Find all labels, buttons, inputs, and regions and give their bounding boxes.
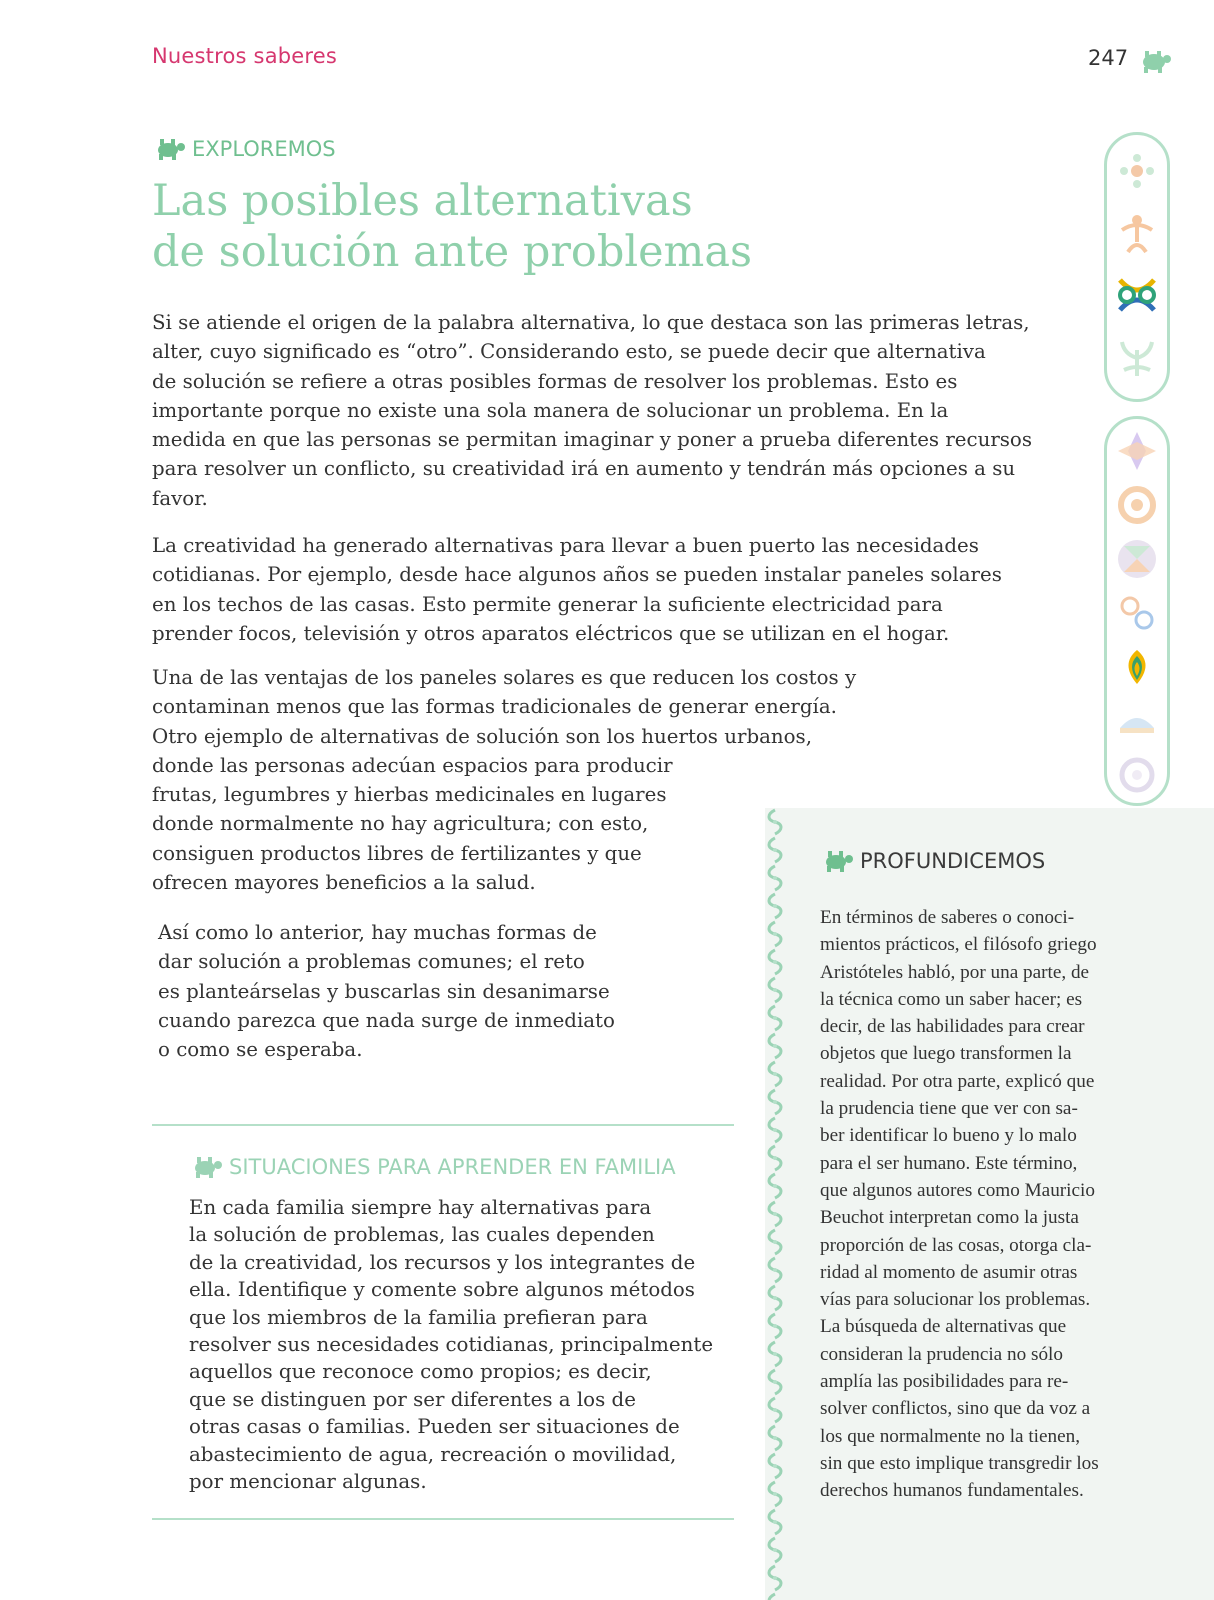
paragraph-2: La creatividad ha generado alternativas para llevar a buen puerto las necesidades cotidianas. Por ejemplo, desde hace algunos años se pueden instalar paneles solares en los techos de las casas. Esto permite generar la suficiente electricidad para prender focos, televisión y otros aparatos eléctricos que se utilizan en el hogar.: [152, 534, 1002, 645]
family-label-text: SITUACIONES PARA APRENDER EN FAMILIA: [229, 1155, 676, 1179]
dancer-icon[interactable]: [1114, 210, 1160, 256]
spiral-icon[interactable]: [1114, 482, 1160, 528]
deepen-text: En términos de saberes o conoci- mientos prácticos, el filósofo griego Aristóteles habló, por una parte, de la técnica como un saber hacer; es decir, de las habilidades para crear objetos que luego transformen la realidad. Por otra parte, explicó que la prudencia tiene que ver con sa- ber identificar lo bueno y lo malo para el ser humano. Este término, que algunos autores como Mauricio Beuchot interpretan como la justa proporción de las cosas, otorga cla- ridad al momento de asumir otras vías para solucionar los problemas. La búsqueda de alternativas que consideran la prudencia no sólo amplía las posibilidades para re- solver conflictos, sino que da voz a los que normalmente no la tienen, sin que esto implique transgredir los derechos humanos fundamentales.: [820, 907, 1099, 1502]
circle-icon[interactable]: [1114, 752, 1160, 798]
deepen-label: [820, 848, 1045, 873]
paragraph-1: Si se atiende el origen de la palabra alternativa, lo que destaca son las primeras letras, alter, cuyo significado es “otro”. Considerando esto, se puede decir que alternativa de solución se refiere a otras posibles formas de resolver los problemas. Esto es importante porque no existe una sola manera de solucionar un problema. En la medida en que las personas se permitan imaginar y poner a prueba diferentes recursos para resolver un conflicto, su creatividad irá en aumento y tendrán más opciones a su favor.: [152, 311, 1032, 510]
explore-label: [152, 136, 336, 161]
spiral-border-ornament: [763, 808, 787, 1600]
explore-label-text: EXPLOREMOS: [192, 137, 336, 161]
divider: [152, 1124, 734, 1126]
sun-icon[interactable]: [1114, 698, 1160, 744]
plant-icon[interactable]: [1114, 334, 1160, 380]
page-title: [152, 176, 752, 278]
family-label: [189, 1154, 676, 1179]
title-line-2: de solución ante problemas: [152, 227, 753, 277]
deepen-label-text: PROFUNDICEMOS: [860, 849, 1046, 873]
divider: [152, 1518, 734, 1520]
turtle-icon: [1136, 48, 1174, 74]
turtle-icon: [152, 137, 188, 161]
flower-icon[interactable]: [1114, 148, 1160, 194]
turtle-icon: [820, 849, 856, 873]
compass-icon[interactable]: [1114, 428, 1160, 474]
hourglass-icon[interactable]: [1114, 536, 1160, 582]
chain-icon[interactable]: [1114, 590, 1160, 636]
knot-icon[interactable]: [1114, 272, 1160, 318]
running-head: Nuestros saberes: [152, 44, 338, 68]
family-text: En cada familia siempre hay alternativas para la solución de problemas, las cuales dependen de la creatividad, los recursos y los integrantes de ella. Identifique y comente sobre algunos métodos que los miembros de la familia prefieran para resolver sus necesidades cotidianas, principalmente aquellos que reconoce como propios; es decir, que se distinguen por ser diferentes a los de otras casas o familias. Pueden ser situaciones de abastecimiento de agua, recreación o movilidad, por mencionar algunas.: [189, 1196, 714, 1494]
lotus-icon[interactable]: [1114, 644, 1160, 690]
paragraph-3: Una de las ventajas de los paneles solares es que reducen los costos y contaminan menos que las formas tradicionales de generar energía. Otro ejemplo de alternativas de solución son los huertos urbanos, donde las personas adecúan espacios para producir frutas, legumbres y hierbas medicinales en lugares donde normalmente no hay agricultura; con esto, consiguen productos libres de fertilizantes y que ofrecen mayores beneficios a la salud.: [152, 666, 857, 895]
title-line-1: Las posibles alternativas: [152, 176, 693, 226]
turtle-icon: [189, 1155, 225, 1179]
page-number: 247: [1088, 46, 1129, 70]
paragraph-4: Así como lo anterior, hay muchas formas de dar solución a problemas comunes; el reto es planteárselas y buscarlas sin desanimarse cuando parezca que nada surge de inmediato o como se esperaba.: [158, 921, 615, 1062]
